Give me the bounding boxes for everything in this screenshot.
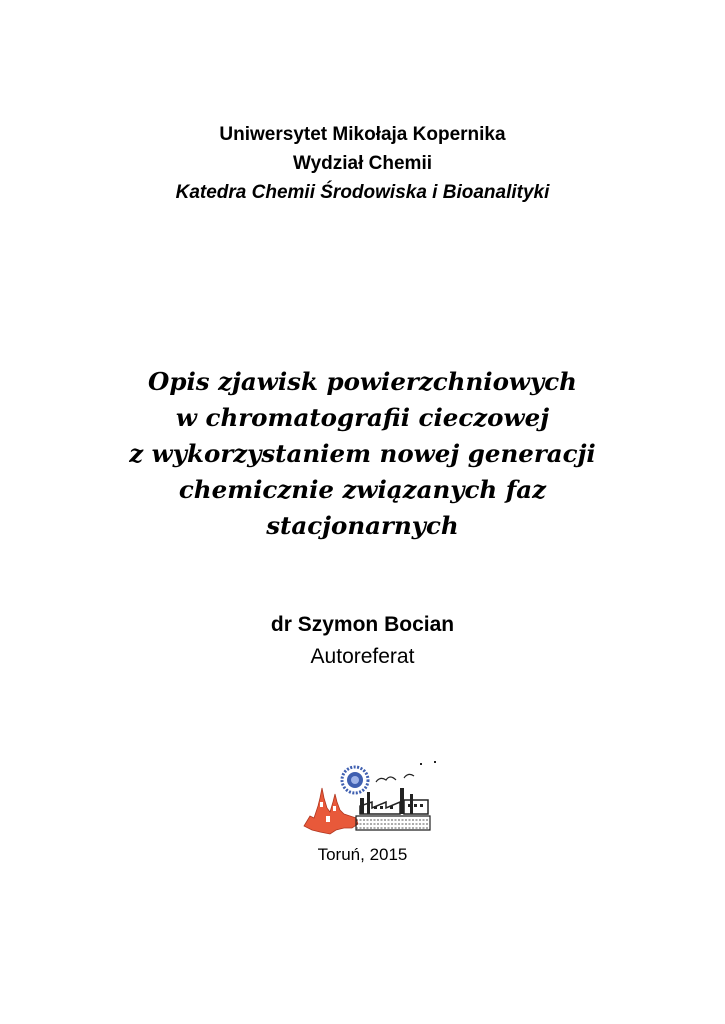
university-name: Uniwersytet Mikołaja Kopernika — [219, 124, 506, 145]
author-name: dr Szymon Bocian — [270, 613, 455, 636]
building-icon — [304, 788, 358, 834]
faculty-logo-icon — [300, 758, 440, 838]
faculty-name: Wydział Chemii — [292, 153, 432, 174]
document-type: Autoreferat — [310, 645, 415, 668]
title-line: w chromatografii cieczowej — [175, 403, 550, 432]
title-line: stacjonarnych — [266, 511, 459, 540]
title-line: Opis zjawisk powierzchniowych — [148, 367, 577, 396]
institution-header — [0, 120, 725, 207]
document-title — [0, 364, 725, 544]
place-and-date: Toruń, 2015 — [317, 845, 408, 864]
emblem-icon — [342, 767, 368, 793]
department-name: Katedra Chemii Środowiska i Bioanalityki — [175, 182, 550, 203]
title-line: z wykorzystaniem nowej generacji — [129, 439, 596, 468]
title-line: chemicznie związanych faz — [178, 475, 547, 504]
